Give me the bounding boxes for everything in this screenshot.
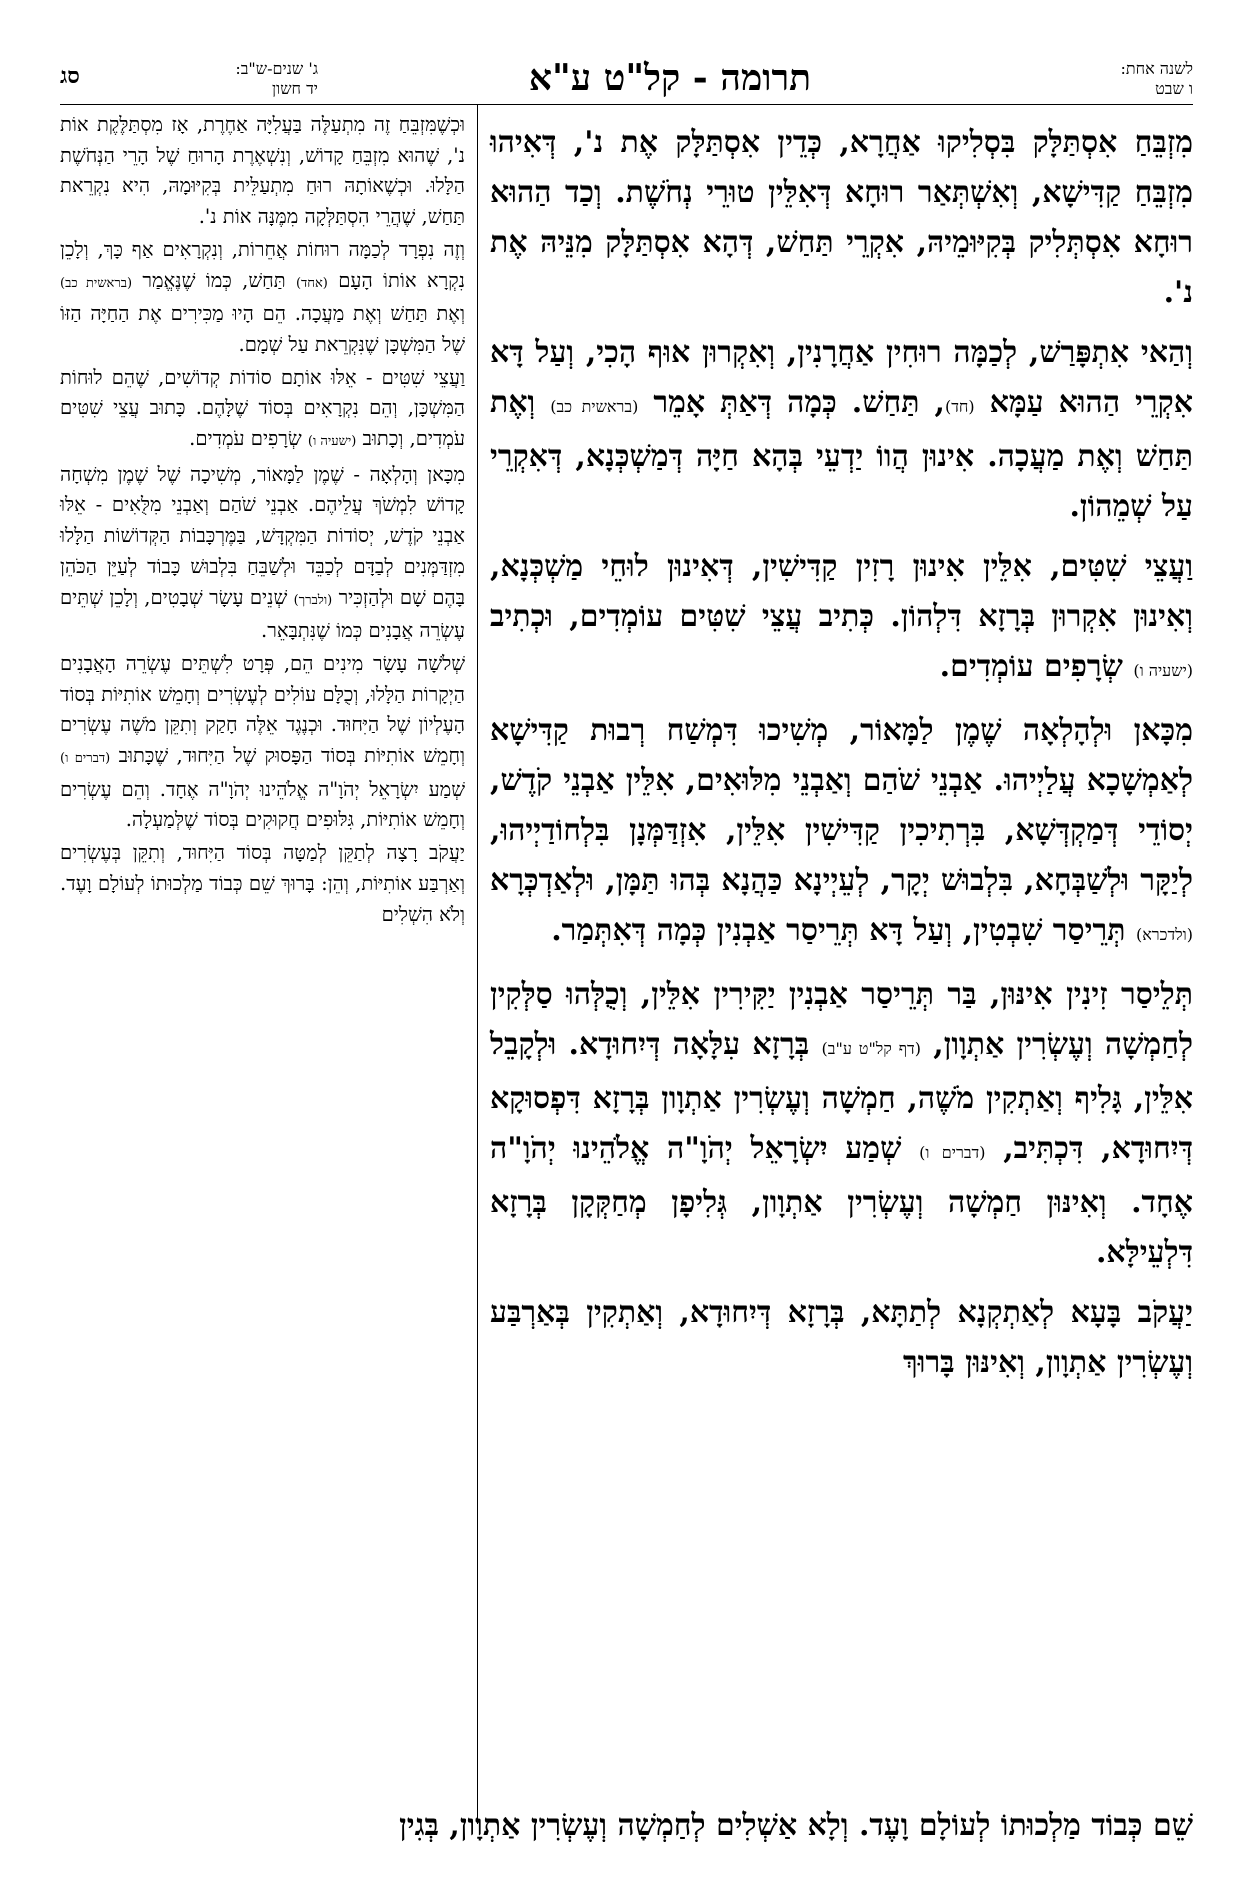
main-paragraph: מִזְבֵּחַ אִסְתַּלָּק בִּסְלִיקוּ אַחֲרָא, כְּדֵין אִסְתַּלָּק אֶת נ', דְּאִיהוּ מִזְבֵּחַ קַדִּישָׁא, וְאִשְׁתְּאַר רוּחָא דְּאִלֵּין טוּרֵי נְחֹשֶׁת. וְכַד הַהוּא רוּחָא אִסְתְּלִיק בְּקִיּוּמֵיהּ, אִקְרֵי תַּחַשׁ, דְּהָא אִסְתַּלָּק מִנֵּיהּ אֶת נ'. <box>490 125 1193 310</box>
source-reference: (דברים ו) <box>919 1143 986 1162</box>
side-paragraph: וּכְשֶׁמִּזְבֵּחַ זֶה מִתְעַלֶּה בַּעֲלִיָּה אַחֶרֶת, אָז מִסְתַּלֶּקֶת אוֹת נ', שֶׁהוּא מִזְבֵּחַ קָדוֹשׁ, וְנִשְׁאֶרֶת הָרוּחַ שֶׁל הָרֵי הַנְּחֹשֶׁת הַלָּלוּ. וּכְשֶׁאוֹתָהּ רוּחַ מִתְעַלֵּית בְּקִיּוּמָהּ, הִיא נִקְרֵאת תַּחַשׁ, שֶׁהֲרֵי הִסְתַּלְּקָה מִמֶּנָּה אוֹת נ'. <box>60 113 465 229</box>
main-paragraph: תְּלֵיסַר זִינִין אִינּוּן, בַּר תְּרֵיסַר אַבְנִין יַקִּירִין אִלֵּין, וְכֻלְּהוּ סַלְּקִין לְחַמְשָׁה וְעֶשְׂרִין אַתְוָון, (דף קל"ט ע"ב) בְּרָזָא עִלָּאָה דְּיִחוּדָא. וּלְקָבֵל אִלֵּין, גָּלִיף וְאַתְקִין מֹשֶׁה, חַמְשָׁה וְעֶשְׂרִין אַתְוָון בְּרָזָא דִּפְסוּקָא דְּיִחוּדָא, דִּכְתִּיב, (דברים ו) שְׁמַע יִשְׂרָאֵל יְהֹוָ"ה אֱלֹהֵינוּ יְהֹוָ"ה אֶחָד. וְאִינּוּן חַמְשָׁה וְעֶשְׂרִין אַתְוָון, גְּלִיפָן מְחַקְּקָן בְּרָזָא דִּלְעֵילָּא. <box>490 977 1193 1270</box>
schedule-label: לשנה אחת: <box>1120 59 1193 78</box>
page-number: סג <box>60 63 80 89</box>
side-paragraph: מִכָּאן וְהָלְאָה - שֶׁמֶן לַמָּאוֹר, מְשִׁיכָה שֶׁל שֶׁמֶן מִשְׁחָה קָדוֹשׁ לִמְשֹׁךְ עֲלֵיהֶם. אַבְנֵי שֹׁהַם וְאַבְנֵי מִלֻּאִים - אֵלּוּ אַבְנֵי קֹדֶשׁ, יְסוֹדוֹת הַמִּקְדָּשׁ, בַּמֶּרְכָּבוֹת הַקְּדוֹשׁוֹת הַלָּלוּ מִזְדַּמְּנִים לְבַדָּם לְכַבֵּד וּלְשַׁבֵּחַ בִּלְבוּשׁ כָּבוֹד לְעַיֵּן הַכֹּהֵן בָּהֶם שָׁם וּלְהַזְכִּיר (ולברך) שְׁנֵים עָשָׂר שְׁבָטִים, וְלָכֵן שְׁתֵּים עֶשְׂרֵה אֲבָנִים כְּמוֹ שֶׁנִּתְבָּאֵר. <box>60 462 465 643</box>
schedule-date: ו שבט <box>1155 79 1193 98</box>
full-width-bottom-line: שֵׁם כְּבוֹד מַלְכוּתוֹ לְעוֹלָם וָעֶד. וְלָא אַשְׁלִים לְחַמְשָׁה וְעֶשְׂרִין אַתְוָון, בְּגִין <box>399 1808 1193 1843</box>
aramaic-main-text <box>490 118 1193 1398</box>
header-divider <box>60 104 1193 105</box>
source-reference: (אחד) <box>295 275 328 291</box>
study-schedule-three-years <box>118 59 318 99</box>
side-paragraph: וְזֶה נִפְרָד לְכַמָּה רוּחוֹת אֲחֵרוֹת, וְנִקְרָאִים אַף כָּךְ, וְלָכֵן נִקְרָא אוֹתוֹ הָעָם (אחד) תַּחַשׁ, כְּמוֹ שֶׁנֶּאֱמַר (בראשית כב) וְאֶת תַּחַשׁ וְאֶת מַעֲכָה. הֵם הָיוּ מַכִּירִים אֶת הַחַיָּה הַזּוֹ שֶׁל הַמִּשְׁכָּן שֶׁנִּקְרֵאת עַל שְׁמָם. <box>60 237 465 356</box>
source-reference: (חד) <box>944 397 975 416</box>
study-schedule-one-year <box>1023 59 1193 99</box>
source-reference: (ולדכרא) <box>1135 925 1193 944</box>
schedule-label: ג' שנים-ש"ב: <box>235 59 318 78</box>
folio-reference: (דף קל"ט ע"ב) <box>821 1039 921 1058</box>
main-paragraph: וְהַאי אִתְפָּרַשׁ, לְכַמָּה רוּחִין אַחֲרָנִין, וְאִקְרוּן אוּף הָכִי, וְעַל דָּא אִקְרֵי הַהוּא עַמָּא (חד), תַּחַשׁ. כְּמָה דְּאַתְּ אָמֵר (בראשית כב) וְאֶת תַּחַשׁ וְאֶת מַעֲכָה. אִינוּן הֲווֹ יַדְעֵי בְּהָא חַיָּה דְּמַשְׁכְּנָא, דְּאִקְרֵי עַל שְׁמֵהוֹן. <box>490 335 1193 524</box>
main-paragraph: יַעֲקֹב בָּעָא לְאַתְקְנָא לְתַתָּא, בְּרָזָא דְּיִחוּדָא, וְאַתְקִין בְּאַרְבַּע וְעֶשְׂרִין אַתְוָון, וְאִינּוּן בָּרוּךְ <box>490 1295 1193 1380</box>
page-title: תרומה - קל"ט ע"א <box>528 57 812 99</box>
main-paragraph: וַעֲצֵי שִׁטִּים, אִלֵּין אִינוּן רָזִין קַדִּישִׁין, דְּאִינוּן לוּחֵי מַשְׁכְּנָא, וְאִינוּן אִקְרוּן בְּרָזָא דִּלְהוֹן. כְּתִיב עֲצֵי שִׁטִּים עוֹמְדִים, וּכְתִיב (ישעיה ו) שְׂרָפִים עוֹמְדִים. <box>490 549 1193 684</box>
side-paragraph: וַעֲצֵי שִׁטִּים - אֵלּוּ אוֹתָם סוֹדוֹת קְדוֹשִׁים, שֶׁהֵם לוּחוֹת הַמִּשְׁכָּן, וְהֵם נִקְרָאִים בְּסוֹד שֶׁלָּהֶם. כָּתוּב עֲצֵי שִׁטִּים עֹמְדִים, וְכָתוּב (ישעיה ו) שְׂרָפִים עֹמְדִים. <box>60 365 465 451</box>
source-reference: (בראשית כב) <box>550 397 639 416</box>
source-reference: (דברים ו) <box>60 751 111 767</box>
source-reference: (בראשית כב) <box>60 275 133 291</box>
column-divider <box>477 104 478 1824</box>
main-paragraph: מִכָּאן וּלְהָלְאָה שֶׁמֶן לַמָּאוֹר, מְשִׁיכוּ דִּמְשַׁח רְבוּת קַדִּישָׁא לְאַמְשָׁכָא עֲלַיְיהוּ. אַבְנֵי שֹׁהַם וְאַבְנֵי מִלּוּאִים, אִלֵּין אַבְנֵי קֹדֶשׁ, יְסוֹדֵי דְּמַקְדְּשָׁא, בִּרְתִיכִין קַדִּישִׁין אִלֵּין, אִזְדַּמְּנָן בִּלְחוֹדַיְיהוּ, לְיַקָּר וּלְשַׁבְּחָא, בִּלְבוּשׁ יְקָר, לְעֵיְינָא כַּהֲנָא בְּהוּ תַּמָּן, וּלְאַדְכְּרָא (ולדכרא) תְּרֵיסַר שִׁבְטִין, וְעַל דָּא תְּרֵיסַר אַבְנִין כְּמָה דְּאִתְּמַר. <box>490 713 1193 948</box>
source-reference: (ישעיה ו) <box>307 434 357 450</box>
side-paragraph: יַעֲקֹב רָצָה לְתַקֵּן לְמַטָּה בְּסוֹד הַיִּחוּד, וְתִקֵּן בְּעֶשְׂרִים וְאַרְבַּע אוֹתִיּוֹת, וְהֵן: בָּרוּךְ שֵׁם כְּבוֹד מַלְכוּתוֹ לְעוֹלָם וָעֶד. וְלֹא הִשְׁלִים <box>60 841 465 926</box>
side-paragraph: שְׁלֹשָׁה עָשָׂר מִינִים הֵם, פְּרָט לִשְׁתֵּים עֶשְׂרֵה הָאֲבָנִים הַיְקָרוֹת הַלָּלוּ, וְכֻלָּם עוֹלִים לְעֶשְׂרִים וְחָמֵשׁ אוֹתִיּוֹת בְּסוֹד הָעֶלְיוֹן שֶׁל הַיִּחוּד. וּכְנֶגֶד אֵלֶּה חָקַק וְתִקֵּן מֹשֶׁה עֶשְׂרִים וְחָמֵשׁ אוֹתִיּוֹת בְּסוֹד הַפָּסוּק שֶׁל הַיִּחוּד, שֶׁכָּתוּב (דברים ו) שְׁמַע יִשְׂרָאֵל יְהֹוָ"ה אֱלֹהֵינוּ יְהֹוָ"ה אֶחָד. וְהֵם עֶשְׂרִים וְחָמֵשׁ אוֹתִיּוֹת, גִּלּוּפִים חֲקוּקִים בְּסוֹד שֶׁלְּמַעְלָה. <box>60 651 466 832</box>
source-reference: (ולברך) <box>293 592 333 608</box>
schedule-date: יד חשון <box>272 79 318 98</box>
page-header <box>60 55 1193 105</box>
hebrew-translation-text <box>60 110 465 932</box>
source-reference: (ישעיה ו) <box>1133 661 1193 680</box>
